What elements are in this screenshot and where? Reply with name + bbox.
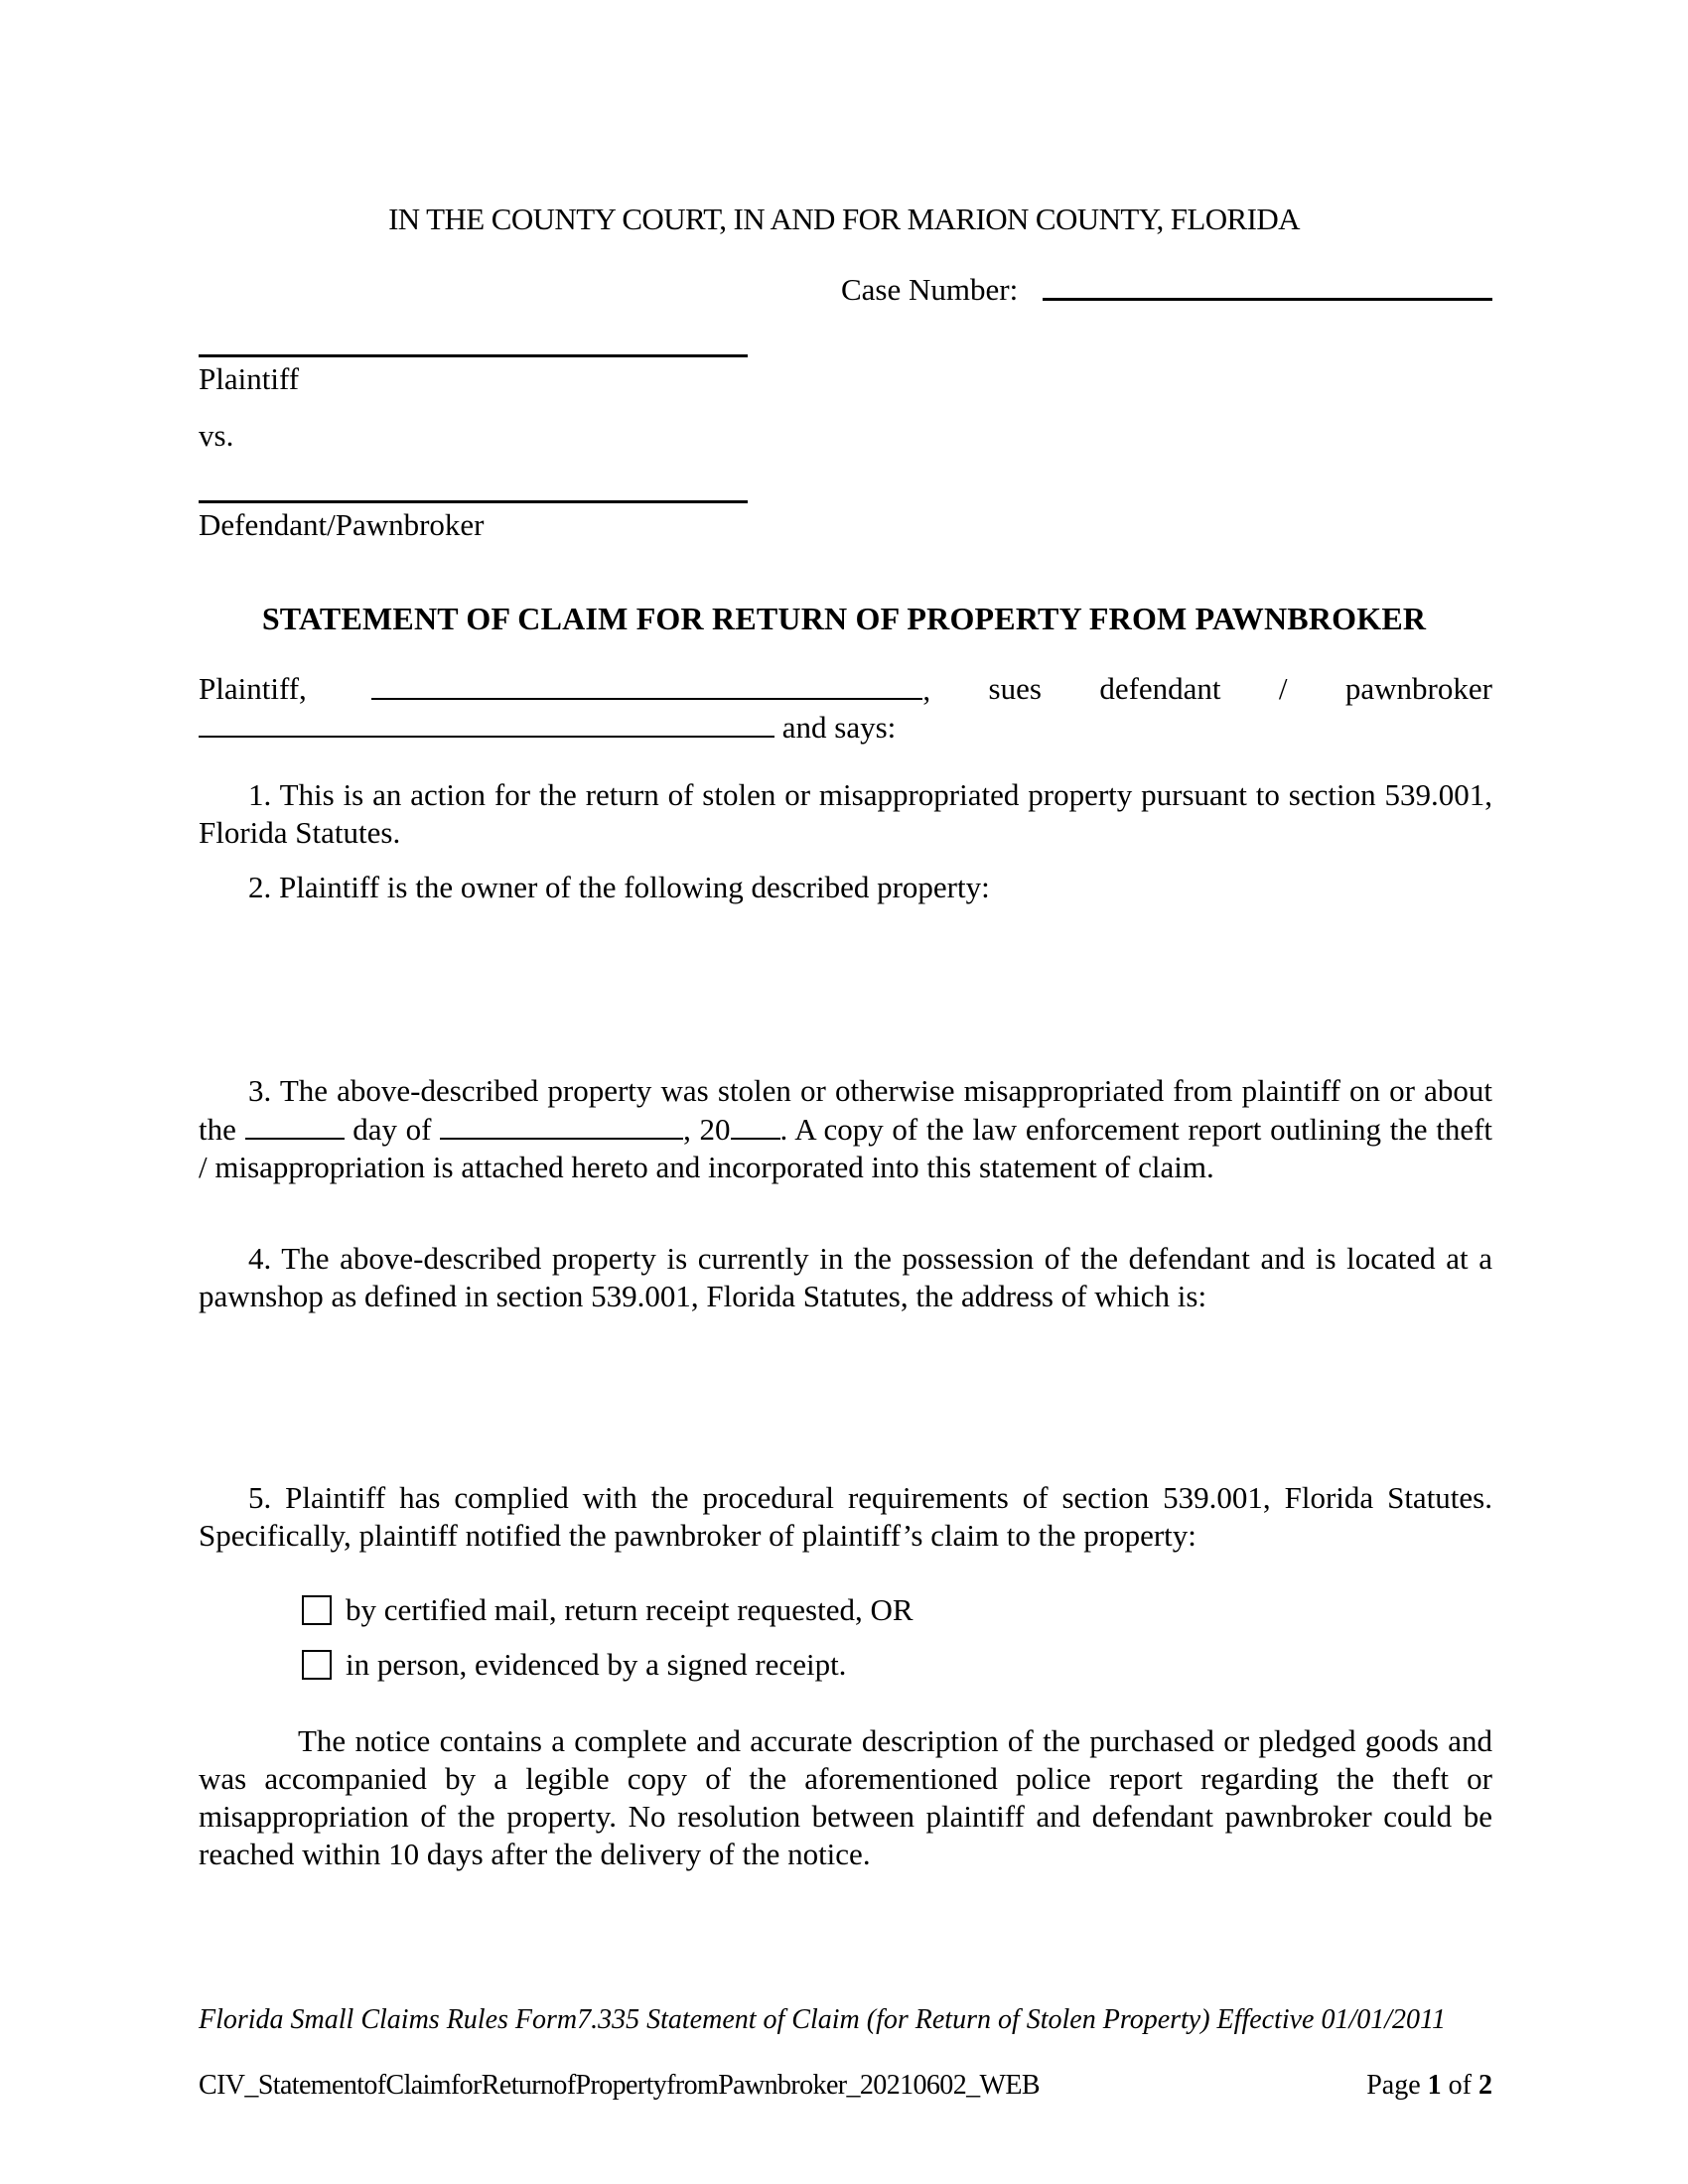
option-certified-mail[interactable]: [302, 1591, 914, 1629]
paragraph-3-part-a: 3. The above-described property was stolen or otherwise misappropriated from plaintiff on or about the: [199, 1073, 1492, 1147]
paragraph-1: 1. This is an action for the return of stolen or misappropriated property pursuant to section 539.001, Florida Statutes.: [199, 777, 1492, 850]
in-person-checkbox[interactable]: [302, 1650, 332, 1680]
month-blank[interactable]: [440, 1110, 683, 1140]
page-total: 2: [1478, 2070, 1492, 2101]
intro-comma: ,: [922, 672, 931, 707]
plaintiff-name-field[interactable]: [199, 354, 748, 357]
plaintiff-label: Plaintiff: [199, 361, 300, 396]
footer-form-citation: Florida Small Claims Rules Form7.335 Statement of Claim (for Return of Stolen Property) Effective 01/01/2011: [199, 2004, 1446, 2035]
intro-plaintiff-name-blank[interactable]: [364, 670, 930, 709]
intro-and-says: and says:: [781, 710, 897, 745]
intro-sues: sues: [988, 671, 1042, 706]
paragraph-2: 2. Plaintiff is the owner of the following described property:: [248, 870, 990, 904]
intro-defendant: defendant: [1099, 671, 1221, 706]
page-prefix: Page: [1366, 2070, 1421, 2101]
notice-paragraph: The notice contains a complete and accurate description of the purchased or pledged goods and was accompanied by a legible copy of the aforementioned police report regarding the theft or misappropriation of the property. No resolution between plaintiff and defendant pawnbroker could be reached within 10 days after the delivery of the notice.: [199, 1723, 1492, 1871]
day-blank[interactable]: [245, 1110, 345, 1140]
page-indicator: [1366, 2067, 1492, 2105]
paragraph-4: 4. The above-described property is currently in the possession of the defendant and is located at a pawnshop as defined in section 539.001, Florida Statutes, the address of which is:: [199, 1241, 1492, 1313]
paragraph-3: [199, 1072, 1492, 1186]
intro-line-2: [199, 708, 896, 747]
in-person-label: in person, evidenced by a signed receipt.: [346, 1647, 847, 1682]
defendant-name-field[interactable]: [199, 500, 748, 503]
certified-mail-label: by certified mail, return receipt requested, OR: [346, 1592, 914, 1627]
form-title: STATEMENT OF CLAIM FOR RETURN OF PROPERTY FROM PAWNBROKER: [261, 601, 1427, 636]
footer-file-name: CIV_StatementofClaimforReturnofPropertyfromPawnbroker_20210602_WEB: [199, 2070, 1040, 2101]
intro-defendant-name-blank[interactable]: [199, 708, 774, 738]
paragraph-3-part-b: day of: [352, 1112, 432, 1147]
court-heading: IN THE COUNTY COURT, IN AND FOR MARION COUNTY, FLORIDA: [388, 202, 1300, 236]
intro-line-1: [199, 670, 1492, 709]
versus-label: vs.: [199, 418, 234, 453]
paragraph-3-part-c: , 20: [683, 1112, 731, 1147]
paragraph-3-part-d: . A copy of the law enforcement report outlining the theft / misappropriation is attached hereto and incorporated into this statement of claim.: [199, 1112, 1493, 1184]
option-in-person[interactable]: [302, 1646, 846, 1684]
case-number-label: Case Number:: [841, 272, 1019, 307]
certified-mail-checkbox[interactable]: [302, 1595, 332, 1625]
page-of: of: [1448, 2070, 1472, 2101]
intro-slash: /: [1278, 671, 1288, 706]
defendant-label: Defendant/Pawnbroker: [199, 507, 485, 542]
page-current: 1: [1427, 2070, 1442, 2101]
paragraph-5: 5. Plaintiff has complied with the procedural requirements of section 539.001, Florida Statutes. Specifically, plaintiff notified the pawnbroker of plaintiff’s claim to the property:: [199, 1480, 1492, 1553]
intro-pawnbroker: pawnbroker: [1344, 671, 1492, 706]
intro-plaintiff: Plaintiff,: [199, 671, 307, 706]
year-blank[interactable]: [731, 1110, 780, 1140]
case-number-field[interactable]: [1043, 298, 1492, 301]
